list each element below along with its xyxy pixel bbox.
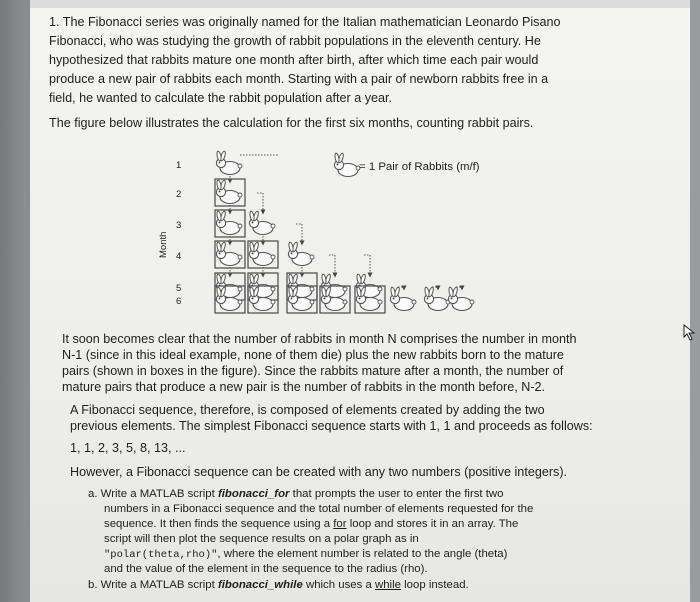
birth-connector-line — [329, 255, 335, 275]
birth-connector-line — [296, 224, 302, 243]
script-name-for: fibonacci_for — [217, 488, 290, 500]
rabbit-pair-icon — [216, 242, 242, 266]
month-number: 5 — [176, 283, 182, 294]
part-a-line-2: numbers in a Fibonacci sequence and the total number of elements requested for the — [104, 503, 534, 515]
document-page — [30, 0, 690, 602]
fibonacci-sequence: 1, 1, 2, 3, 5, 8, 13, ... — [70, 441, 186, 455]
intro-line-3: hypothesized that rabbits mature one month after birth, after which time each pair would — [49, 53, 539, 67]
background-left — [0, 0, 26, 602]
intro-line-4: produce a new pair of rabbits each month. Starting with a pair of newborn rabbits free in a — [49, 72, 549, 86]
for-keyword: for — [333, 518, 347, 530]
explanation-line-2: N-1 (since in this ideal example, none of them die) plus the new rabbits born to the mature — [62, 348, 564, 362]
part-b-prefix: b. Write a MATLAB script — [88, 579, 218, 591]
rabbit-pair-icon — [390, 287, 416, 311]
mouse-pointer-icon — [683, 324, 697, 342]
legend-rabbit-icon — [334, 153, 360, 177]
part-a-line-4: script will then plot the sequence results on a polar graph as in — [104, 533, 419, 545]
part-a-line-1 — [88, 487, 504, 502]
month-number: 1 — [176, 160, 182, 171]
birth-connector-line — [364, 255, 370, 275]
sequence-def-line-2: previous elements. The simplest Fibonacci sequence starts with 1, 1 and proceeds as follows: — [70, 419, 593, 433]
part-b-post: loop instead. — [400, 579, 469, 591]
while-keyword: while — [374, 579, 401, 591]
part-a-l5-post: , where the element number is related to the angle (theta) — [217, 548, 508, 560]
script-name-while: fibonacci_while — [217, 579, 303, 591]
part-a-l3-pre: sequence. It then finds the sequence using a — [104, 518, 334, 530]
figure-legend: = 1 Pair of Rabbits (m/f) — [359, 161, 480, 173]
part-a-l1-rest: that prompts the user to enter the first two — [289, 488, 504, 500]
rabbit-pair-icon — [424, 287, 450, 311]
polar-code: "polar(theta,rho)" — [104, 549, 218, 561]
birth-connector-line — [257, 193, 263, 212]
background-right — [690, 0, 700, 602]
month-number: 6 — [176, 296, 182, 307]
part-a-line-5 — [104, 547, 507, 563]
month-number: 3 — [176, 220, 182, 231]
month-axis-label: Month — [158, 231, 169, 258]
rabbit-pair-icon — [216, 211, 242, 235]
rabbit-pair-icon — [448, 287, 474, 311]
part-a-prefix: a. Write a MATLAB script — [88, 488, 218, 500]
month-number: 4 — [176, 251, 182, 262]
sequence-def-line-1: A Fibonacci sequence, therefore, is composed of elements created by adding the two — [70, 403, 545, 417]
rabbit-figure-content — [158, 151, 474, 313]
rabbit-pair-icon — [288, 242, 314, 266]
part-a-line-6: and the value of the element in the sequence to the radius (rho). — [104, 563, 428, 575]
however-line: However, a Fibonacci sequence can be created with any two numbers (positive integers). — [70, 465, 568, 479]
part-a-line-3 — [104, 517, 518, 532]
explanation-line-1: It soon becomes clear that the number of rabbits in month N comprises the number in month — [62, 332, 577, 346]
intro-line-1: 1. The Fibonacci series was originally named for the Italian mathematician Leonardo Pisano — [49, 15, 561, 29]
part-a-l3-post: loop and stores it in an array. The — [346, 518, 519, 530]
part-b-line — [88, 578, 469, 593]
explanation-line-3: pairs (shown in boxes in the figure). Since the rabbits mature after a month, the number of — [62, 364, 564, 378]
intro-line-5: field, he wanted to calculate the rabbit population after a year. — [49, 91, 393, 105]
figure-intro: The figure below illustrates the calculation for the first six months, counting rabbit pairs. — [49, 116, 534, 130]
rabbit-pair-icon — [249, 242, 275, 266]
rabbit-pair-icon — [249, 211, 275, 235]
explanation-line-4: mature pairs that produce a new pair is the number of rabbits in the month before, N-2. — [62, 380, 546, 394]
rabbit-pair-icon — [216, 180, 242, 204]
intro-line-2: Fibonacci, who was studying the growth of rabbit populations in the eleventh century. He — [49, 34, 541, 48]
rabbit-pair-icon — [216, 151, 242, 175]
month-number: 2 — [176, 189, 182, 200]
part-b-mid: which uses a — [302, 579, 375, 591]
